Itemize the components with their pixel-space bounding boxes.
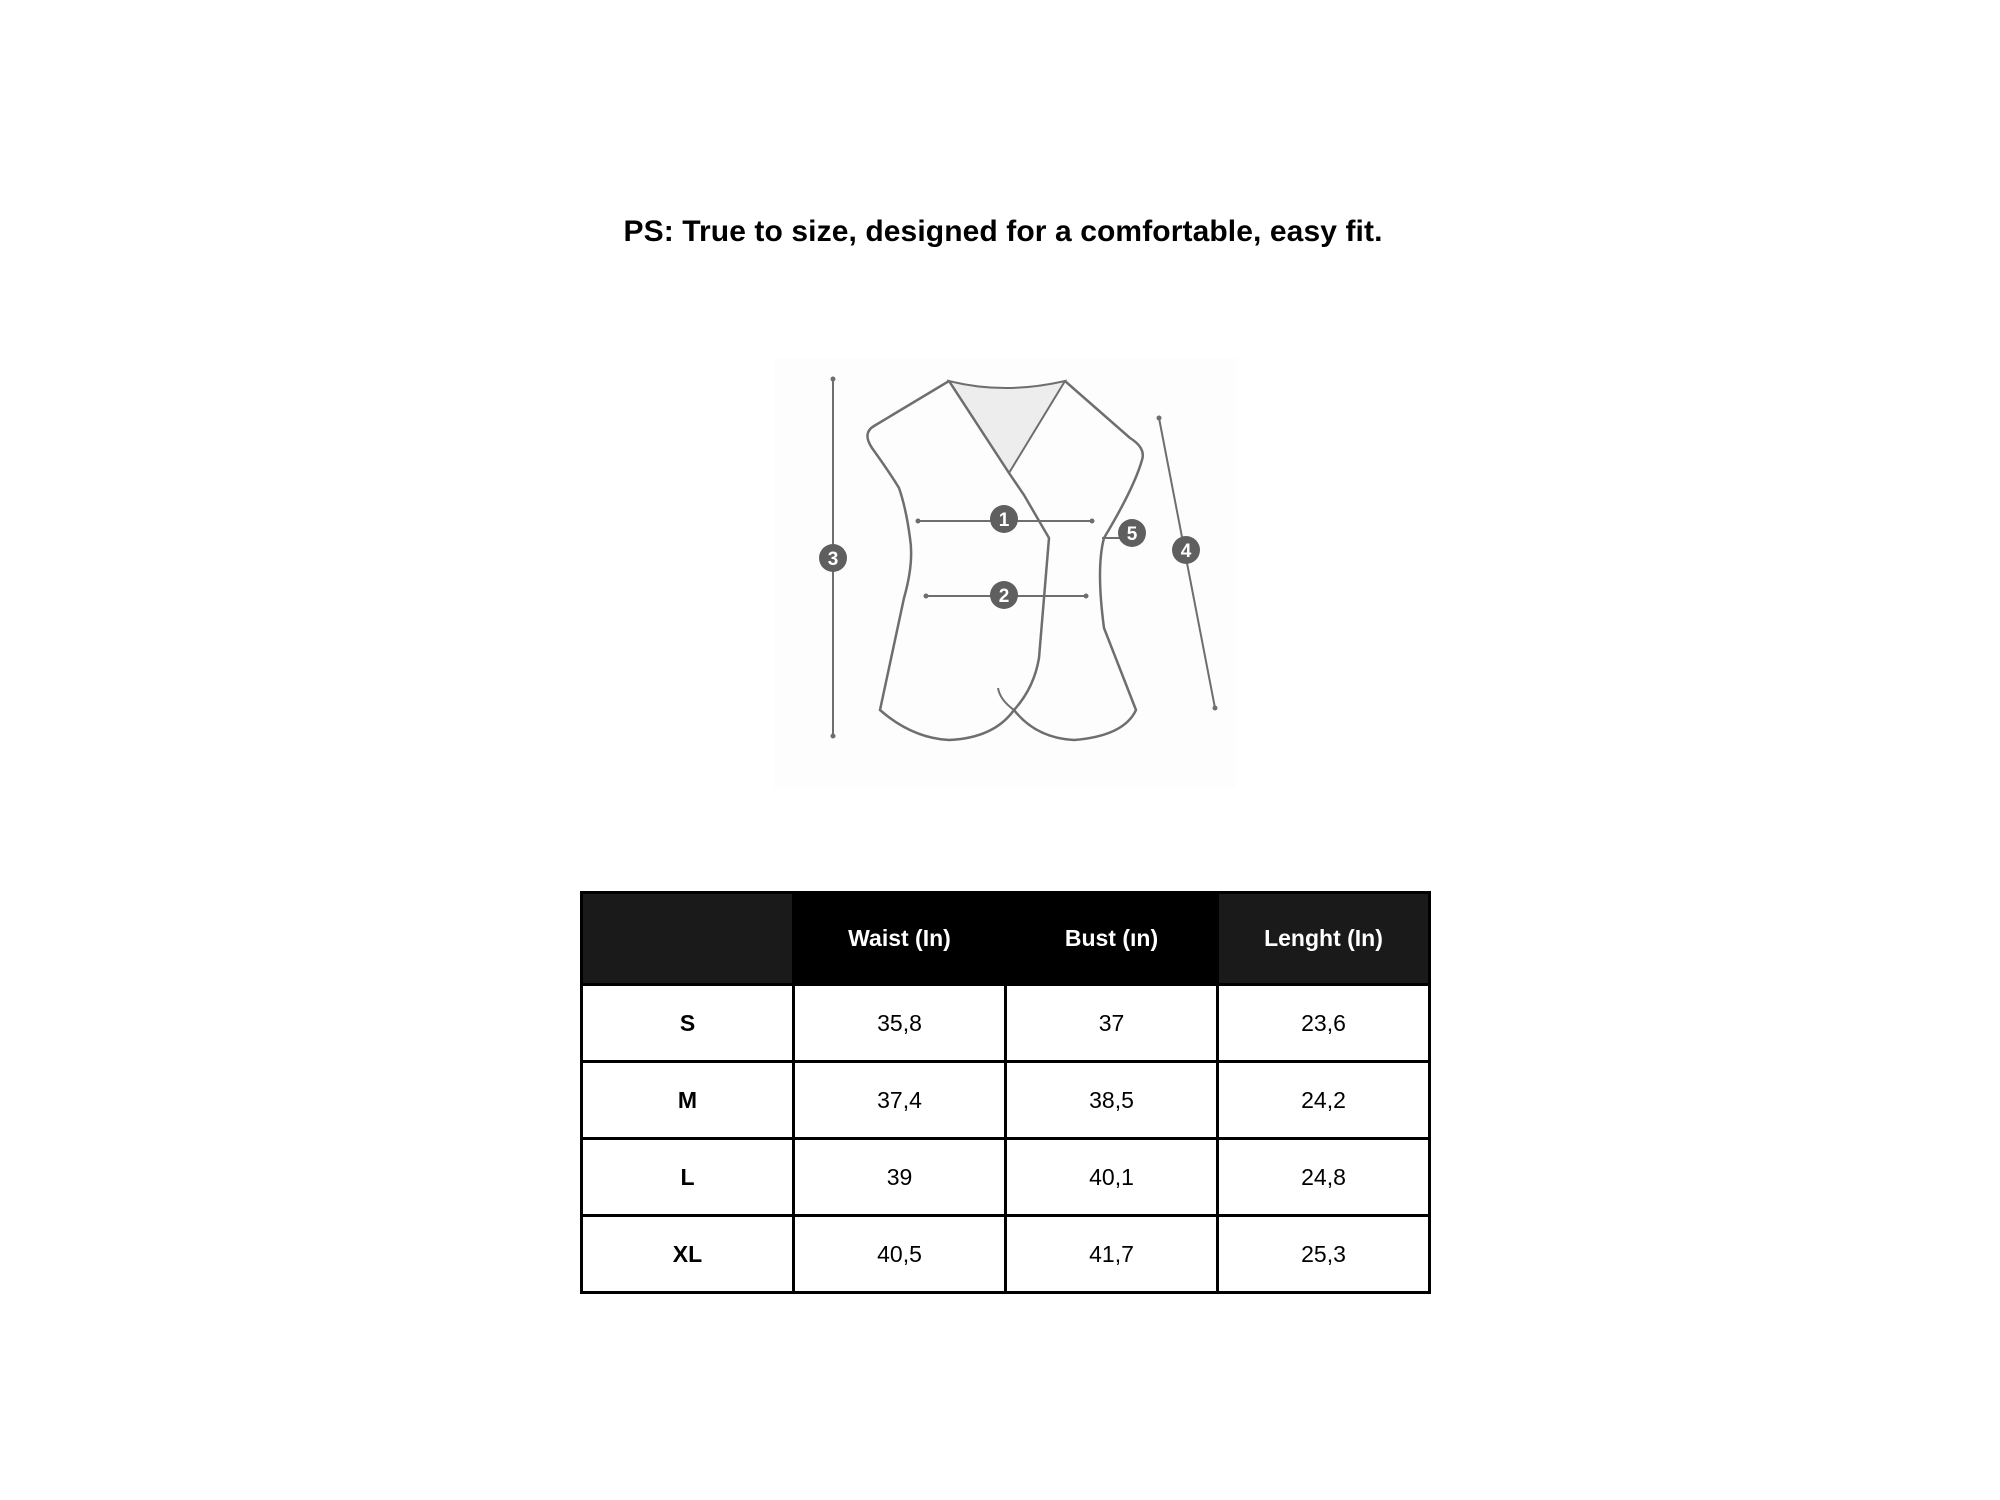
length-value: 23,6 (1218, 985, 1430, 1062)
marker-1-label: 1 (998, 510, 1010, 531)
garment-measurement-diagram (774, 358, 1236, 788)
marker-2 (990, 581, 1018, 609)
marker-2-label: 2 (998, 586, 1010, 607)
header-size-cell (582, 893, 794, 985)
bust-value: 41,7 (1006, 1216, 1218, 1293)
header-waist: Waist (In) (794, 893, 1006, 985)
header-bust: Bust (ın) (1006, 893, 1218, 985)
waist-value: 37,4 (794, 1062, 1006, 1139)
marker-4-label: 4 (1180, 541, 1192, 562)
bust-value: 40,1 (1006, 1139, 1218, 1216)
marker-5 (1118, 519, 1146, 547)
header-length: Lenght (In) (1218, 893, 1430, 985)
fit-note: PS: True to size, designed for a comfortable, easy fit. (623, 215, 1383, 248)
size-label: L (582, 1139, 794, 1216)
marker-3 (819, 544, 847, 572)
size-label: XL (582, 1216, 794, 1293)
table-row (582, 1062, 1430, 1139)
size-chart-table (580, 891, 1431, 1294)
marker-5-label: 5 (1126, 524, 1138, 545)
vest-illustration (774, 358, 1236, 788)
bust-value: 38,5 (1006, 1062, 1218, 1139)
length-value: 24,2 (1218, 1062, 1430, 1139)
table-row (582, 985, 1430, 1062)
marker-4 (1172, 536, 1200, 564)
table-row (582, 1216, 1430, 1293)
length-value: 24,8 (1218, 1139, 1430, 1216)
table-row (582, 1139, 1430, 1216)
waist-value: 35,8 (794, 985, 1006, 1062)
waist-value: 40,5 (794, 1216, 1006, 1293)
table-header-row (582, 893, 1430, 985)
bust-value: 37 (1006, 985, 1218, 1062)
length-value: 25,3 (1218, 1216, 1430, 1293)
marker-1 (990, 505, 1018, 533)
waist-value: 39 (794, 1139, 1006, 1216)
marker-3-label: 3 (827, 549, 839, 570)
size-label: S (582, 985, 794, 1062)
size-label: M (582, 1062, 794, 1139)
